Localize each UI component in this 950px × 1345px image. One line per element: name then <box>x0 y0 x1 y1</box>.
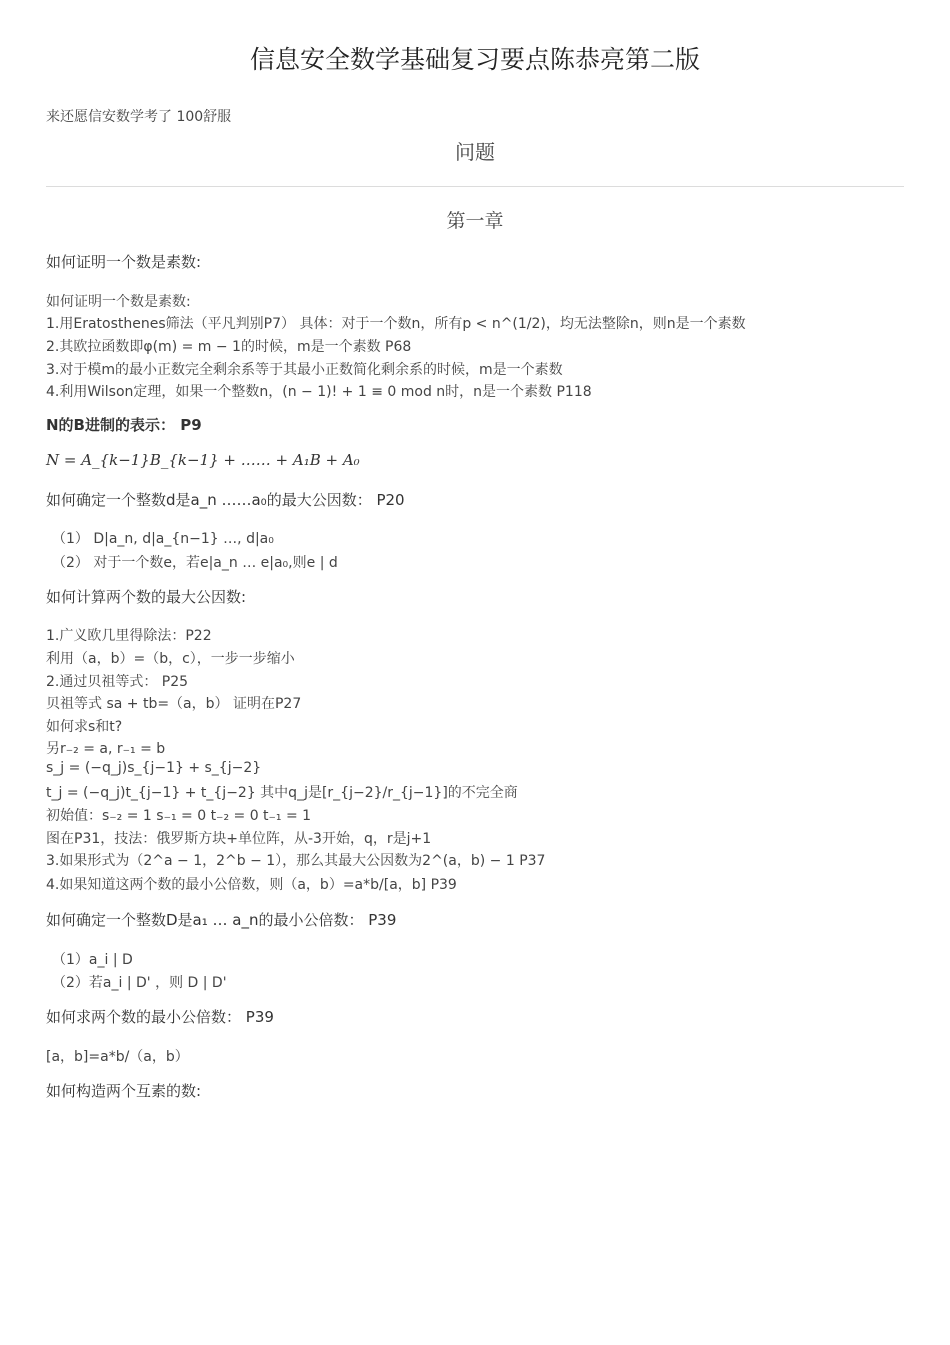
author-note: 来还愿信安数学考了 100舒服 <box>46 109 232 125</box>
section-heading: 问题 <box>455 140 495 164</box>
line-t-recurrence: t_j = (−q_j)t_{j−1} + t_{j−2} 其中q_j是[r_{j−2}/r_{j−1}]的不完全商 <box>46 785 518 801</box>
line-figure-ref: 图在P31，技法：俄罗斯方块+单位阵，从-3开始，q，r是j+1 <box>46 831 432 847</box>
line-euler-phi: 2.其欧拉函数即φ(m) = m − 1的时候，m是一个素数 P68 <box>46 339 412 355</box>
document-title: 信息安全数学基础复习要点陈恭亮第二版 <box>249 45 700 74</box>
line-r-init: 另r₋₂ = a, r₋₁ = b <box>46 741 166 757</box>
line-prime-proof-intro: 如何证明一个数是素数: <box>46 294 191 310</box>
chapter-heading: 第一章 <box>446 210 504 232</box>
line-euclid: 1.广义欧几里得除法：P22 <box>46 628 212 644</box>
line-gcd-cond-1: （1） D|a_n, d|a_{n−1} …, d|a₀ <box>52 531 274 547</box>
line-find-s-t: 如何求s和t? <box>46 719 123 735</box>
question-prime-proof: 如何证明一个数是素数: <box>46 253 202 271</box>
line-eratosthenes: 1.用Eratosthenes筛法（平凡判别P7） 具体：对于一个数n，所有p < n^(1/2)，均无法整除n，则n是一个素数 <box>46 316 746 332</box>
line-wilson: 4.利用Wilson定理，如果一个整数n，(n − 1)! + 1 ≡ 0 mod n时，n是一个素数 P118 <box>46 384 592 400</box>
question-lcm-def: 如何确定一个整数D是a₁ … a_n的最小公倍数： P39 <box>46 911 397 929</box>
question-coprime: 如何构造两个互素的数: <box>46 1082 202 1100</box>
line-bezout-identity: 贝祖等式 sa + tb=（a，b） 证明在P27 <box>46 696 302 712</box>
line-lcm-cond-2: （2）若a_i | D' ，则 D | D' <box>52 975 227 991</box>
line-lcm-cond-1: （1）a_i | D <box>52 952 133 968</box>
question-base-b: N的B进制的表示： P9 <box>46 416 202 434</box>
line-residue-system: 3.对于模m的最小正数完全剩余系等于其最小正数简化剩余系的时候，m是一个素数 <box>46 362 563 378</box>
formula-base-b: N = A_{k−1}B_{k−1} + …… + A₁B + A₀ <box>46 451 360 469</box>
question-lcm-compute: 如何求两个数的最小公倍数： P39 <box>46 1008 274 1026</box>
divider <box>46 186 904 187</box>
line-bezout: 2.通过贝祖等式： P25 <box>46 674 189 690</box>
question-gcd-def: 如何确定一个整数d是a_n ……a₀的最大公因数： P20 <box>46 491 405 509</box>
line-power-gcd: 3.如果形式为（2^a − 1，2^b − 1），那么其最大公因数为2^(a，b) − 1 P37 <box>46 853 546 869</box>
line-s-recurrence: s_j = (−q_j)s_{j−1} + s_{j−2} <box>46 760 262 776</box>
question-gcd-compute: 如何计算两个数的最大公因数: <box>46 588 247 606</box>
line-gcd-cond-2: （2） 对于一个数e，若e|a_n … e|a₀,则e | d <box>52 555 338 571</box>
line-lcm-gcd: 4.如果知道这两个数的最小公倍数，则（a，b）=a*b/[a，b] P39 <box>46 877 457 893</box>
line-initial-values: 初始值：s₋₂ = 1 s₋₁ = 0 t₋₂ = 0 t₋₁ = 1 <box>46 808 312 824</box>
line-euclid-step: 利用（a，b）=（b，c），一步一步缩小 <box>46 651 295 667</box>
line-lcm-formula: [a，b]=a*b/（a，b） <box>46 1049 189 1065</box>
